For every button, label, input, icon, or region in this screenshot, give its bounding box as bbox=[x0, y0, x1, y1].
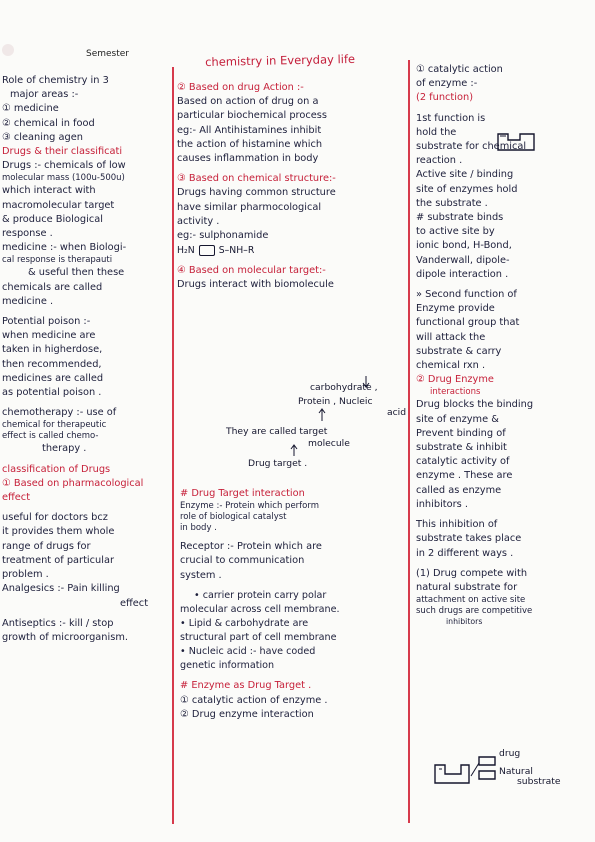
col2-heading: ④ Based on molecular target:- bbox=[177, 265, 326, 277]
col3-heading: ② Drug Enzyme bbox=[416, 374, 494, 386]
col3-heading: interactions bbox=[430, 387, 481, 398]
col1-line: Potential poison :- bbox=[2, 316, 91, 328]
col1-line: which interact with bbox=[2, 185, 96, 197]
col3-line: chemical rxn . bbox=[416, 360, 486, 372]
col1-line: treatment of particular bbox=[2, 554, 114, 566]
inhibition-shapes bbox=[431, 747, 561, 802]
col1-heading: Drugs & their classificati bbox=[2, 146, 123, 158]
col1-line: chemicals are called bbox=[2, 281, 103, 293]
col1-line: medicine . bbox=[2, 295, 54, 307]
col3-line: 1st function is bbox=[416, 112, 486, 124]
punch-hole bbox=[2, 44, 14, 56]
col3-line: natural substrate for bbox=[416, 581, 518, 593]
col2-line: have similar pharmocological bbox=[177, 201, 322, 213]
col3-line: hold the bbox=[416, 126, 457, 138]
col1-line: response . bbox=[2, 228, 53, 240]
col2-bullet: structural part of cell membrane bbox=[180, 632, 337, 644]
col2-bullet: genetic information bbox=[180, 660, 275, 672]
diagram-acid: acid bbox=[387, 407, 407, 418]
col1-line: useful for doctors bcz bbox=[2, 512, 108, 524]
col3-line: reaction . bbox=[416, 155, 463, 167]
col1-line: therapy . bbox=[42, 443, 87, 455]
col2-line: particular biochemical process bbox=[177, 110, 327, 122]
column-middle-lower bbox=[180, 487, 410, 722]
col2-line: eg:- All Antihistamines inhibit bbox=[177, 124, 322, 136]
col3-line: Enzyme provide bbox=[416, 303, 495, 315]
col2-bullet: molecular across cell membrane. bbox=[180, 603, 340, 615]
col3-line: attachment on active site bbox=[416, 595, 526, 606]
col2-line: ② Drug enzyme interaction bbox=[180, 708, 314, 720]
col1-heading: ① Based on pharmacological bbox=[2, 477, 144, 489]
col2-line: Drugs having common structure bbox=[177, 187, 336, 199]
drug-label: drug bbox=[499, 748, 521, 759]
diagram-carbohydrate: carbohydrate , bbox=[310, 382, 378, 393]
col3-line: substrate & inhibit bbox=[416, 442, 507, 454]
col3-line: substrate takes place bbox=[416, 533, 522, 545]
col3-line: site of enzymes hold bbox=[416, 183, 518, 195]
col2-line: Enzyme :- Protein which perform bbox=[180, 501, 319, 512]
col3-line: Active site / binding bbox=[416, 169, 514, 181]
col2-line: activity . bbox=[177, 215, 220, 227]
col1-line: taken in higherdose, bbox=[2, 344, 103, 356]
col3-line: This inhibition of bbox=[416, 519, 498, 531]
col2-line: role of biological catalyst bbox=[180, 512, 287, 523]
col2-line: crucial to communication bbox=[180, 555, 305, 567]
diagram-arrows bbox=[218, 374, 408, 478]
col1-line: chemical for therapeutic bbox=[2, 420, 107, 431]
col3-heading: (2 function) bbox=[416, 92, 474, 104]
col3-line: to active site by bbox=[416, 226, 495, 238]
natural-label: Natural bbox=[499, 766, 533, 777]
col3-line: dipole interaction . bbox=[416, 268, 509, 280]
col1-line: Antiseptics :- kill / stop bbox=[2, 617, 114, 629]
col3-line: in 2 different ways . bbox=[416, 547, 514, 559]
col3-line: substrate & carry bbox=[416, 345, 502, 357]
col3-line: » Second function of bbox=[416, 289, 517, 301]
col3-line: of enzyme :- bbox=[416, 78, 478, 90]
col3-line: site of enzyme & bbox=[416, 413, 499, 425]
col1-line: & produce Biological bbox=[2, 213, 103, 225]
semester-label: Semester bbox=[86, 49, 130, 59]
col2-line: ① catalytic action of enzyme . bbox=[180, 694, 328, 706]
col2-line: the action of histamine which bbox=[177, 138, 323, 150]
col3-line: the substrate . bbox=[416, 197, 488, 209]
drug-target-diagram bbox=[218, 374, 408, 478]
col1-line: problem . bbox=[2, 569, 49, 581]
col3-line: Drug blocks the binding bbox=[416, 399, 534, 411]
col2-line: in body . bbox=[180, 523, 217, 534]
col1-line: ② chemical in food bbox=[2, 117, 95, 129]
col3-line: # substrate binds bbox=[416, 212, 504, 224]
col3-line: Vanderwall, dipole- bbox=[416, 254, 510, 266]
col1-line: chemotherapy :- use of bbox=[2, 407, 117, 419]
col1-line: range of drugs for bbox=[2, 540, 91, 552]
col1-line: Role of chemistry in 3 bbox=[2, 75, 109, 86]
substrate-label: substrate bbox=[517, 776, 561, 787]
col2-line: Based on action of drug on a bbox=[177, 96, 319, 108]
col3-line: ionic bond, H-Bond, bbox=[416, 240, 512, 252]
col1-line: molecular mass (100u-500u) bbox=[2, 173, 125, 184]
col2-line: system . bbox=[180, 569, 222, 581]
col1-line: & useful then these bbox=[28, 267, 125, 279]
diagram-target-label: They are called target bbox=[226, 426, 328, 437]
diagram-drug-target: Drug target . bbox=[248, 458, 308, 469]
col3-line: catalytic activity of bbox=[416, 456, 510, 468]
page-title: chemistry in Everyday life bbox=[205, 51, 356, 69]
col1-line: Drugs :- chemicals of low bbox=[2, 160, 126, 172]
col3-line: Prevent binding of bbox=[416, 427, 506, 439]
enzyme-shape-icon bbox=[496, 130, 536, 154]
column-middle bbox=[177, 81, 407, 293]
col1-heading: classification of Drugs bbox=[2, 463, 111, 475]
col1-line: cal response is therapauti bbox=[2, 255, 113, 266]
col1-line: Analgesics :- Pain killing bbox=[2, 583, 120, 595]
col3-line: called as enzyme bbox=[416, 484, 502, 496]
col1-line: it provides them whole bbox=[2, 526, 115, 538]
col2-line: Drugs interact with biomolecule bbox=[177, 279, 334, 291]
col1-heading: effect bbox=[2, 492, 31, 504]
col1-line: ① medicine bbox=[2, 103, 59, 115]
formula-amine: H₂N bbox=[177, 245, 195, 257]
column-divider-left bbox=[172, 67, 174, 824]
sulphonamide-formula bbox=[177, 245, 407, 256]
col1-line: as potential poison . bbox=[2, 387, 102, 399]
col3-line: such drugs are competitive bbox=[416, 606, 533, 617]
diagram-protein-nucleic: Protein , Nucleic bbox=[298, 396, 373, 407]
col2-line: Receptor :- Protein which are bbox=[180, 541, 322, 553]
col3-line: enzyme . These are bbox=[416, 470, 513, 482]
col2-heading: # Enzyme as Drug Target . bbox=[180, 680, 312, 692]
col1-line: macromolecular target bbox=[2, 199, 115, 211]
col2-bullet: • carrier protein carry polar bbox=[194, 589, 327, 601]
column-left bbox=[2, 74, 170, 645]
col1-line: when medicine are bbox=[2, 330, 96, 342]
col3-line: functional group that bbox=[416, 317, 520, 329]
enzyme-shape-svg bbox=[496, 130, 536, 154]
formula-sulfonyl: S–NH–R bbox=[218, 245, 255, 257]
col1-line: effect is called chemo- bbox=[2, 431, 99, 442]
col1-line: medicine :- when Biologi- bbox=[2, 242, 127, 254]
col3-line: inhibitors . bbox=[416, 498, 468, 510]
col2-bullet: • Lipid & carbohydrate are bbox=[180, 618, 309, 629]
col3-line: will attack the bbox=[416, 331, 486, 343]
col2-heading: ② Based on drug Action :- bbox=[177, 82, 304, 93]
col1-line: effect bbox=[120, 597, 149, 609]
col2-line: causes inflammation in body bbox=[177, 153, 319, 165]
col2-line: eg:- sulphonamide bbox=[177, 230, 269, 242]
col2-heading: # Drug Target interaction bbox=[180, 488, 305, 499]
competitive-inhibition-diagram bbox=[431, 747, 561, 802]
col2-bullet: • Nucleic acid :- have coded bbox=[180, 646, 316, 658]
col1-line: medicines are called bbox=[2, 372, 104, 384]
diagram-molecule-label: molecule bbox=[308, 438, 350, 449]
col3-line: (1) Drug compete with bbox=[416, 567, 528, 579]
benzene-ring-icon bbox=[199, 245, 215, 256]
col2-heading: ③ Based on chemical structure:- bbox=[177, 173, 336, 185]
col3-line: substrate for chemical bbox=[416, 141, 527, 153]
col3-line: inhibitors bbox=[446, 617, 483, 627]
col1-line: growth of microorganism. bbox=[2, 631, 128, 643]
col1-line: major areas :- bbox=[10, 89, 79, 101]
col1-line: then recommended, bbox=[2, 358, 102, 370]
col3-line: ① catalytic action bbox=[416, 64, 503, 75]
col1-line: ③ cleaning agen bbox=[2, 131, 83, 143]
